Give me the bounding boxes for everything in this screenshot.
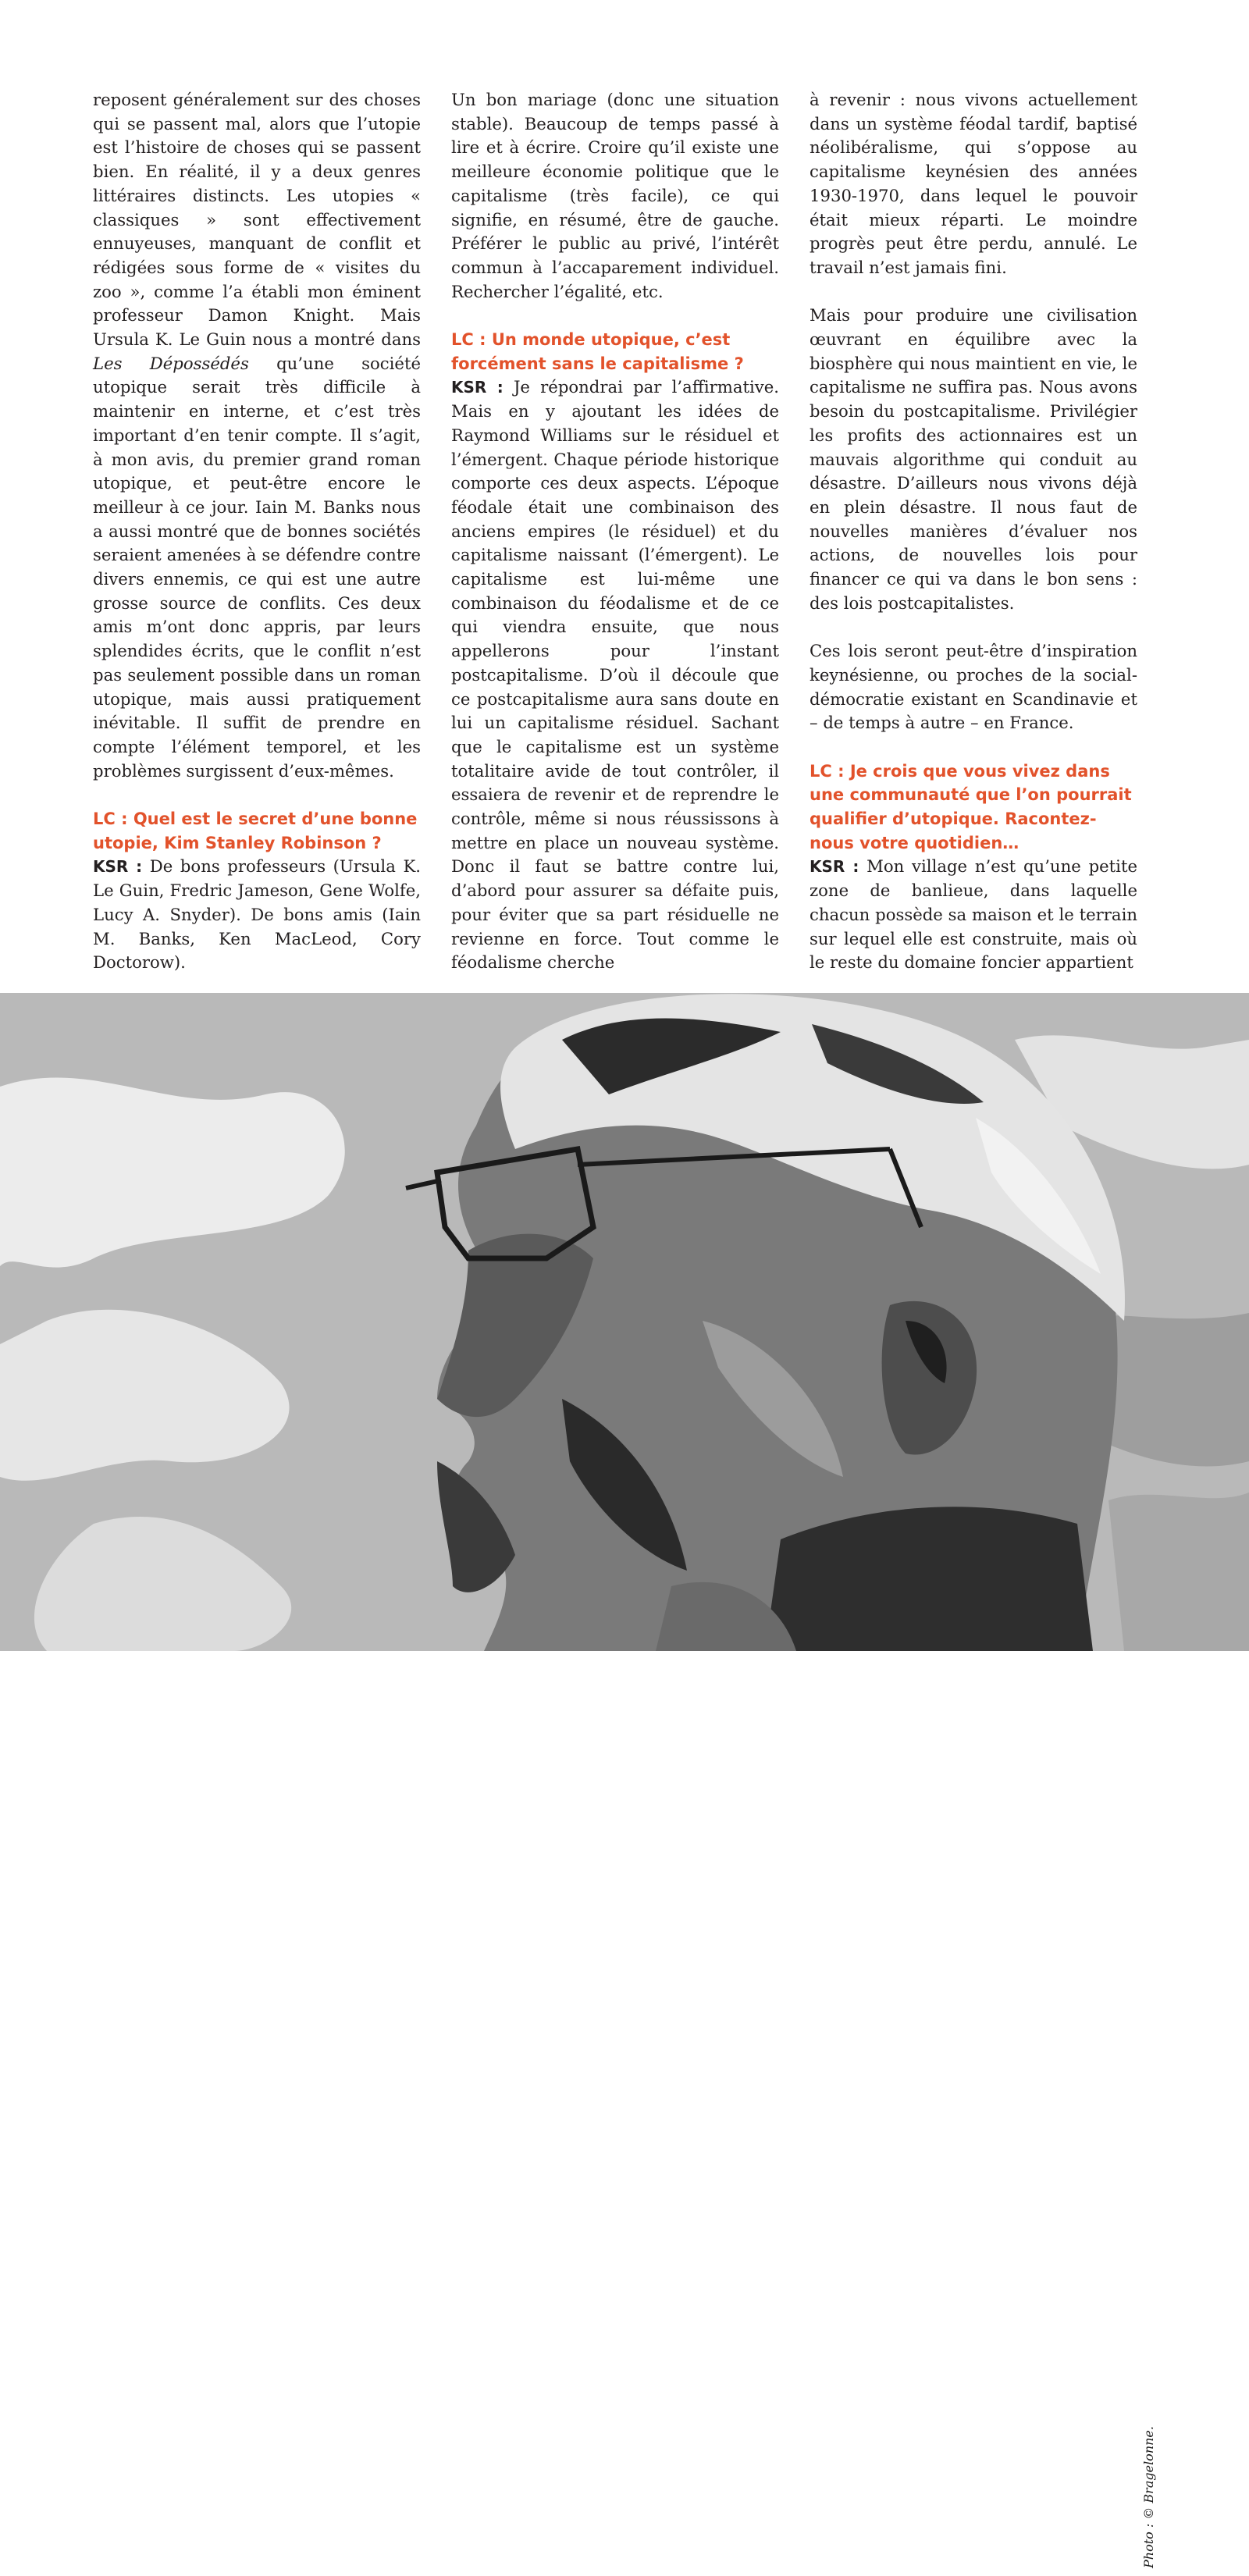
interview-answer <box>451 375 779 975</box>
answer-text: De bons professeurs (Ursula K. Le Guin, Fredric Jameson, Gene Wolfe, Lucy A. Snyder). De bons amis (Iain M. Banks, Ken MacLeod, Cory Doctorow). <box>93 856 422 973</box>
paragraph: à revenir : nous vivons actuellement dans un système féodal tardif, baptisé néolibéralisme, qui s’oppose au capitalisme keynésien des années 1930-1970, dans lequel le pouvoir était mieux réparti. Le moindre progrès peut être perdu, annulé. Le travail n’est jamais fini. <box>810 90 1137 277</box>
speaker-label: KSR : <box>810 857 859 877</box>
interview-answer <box>93 855 421 975</box>
paragraph <box>93 88 421 783</box>
book-title: Les Dépossédés <box>93 353 249 373</box>
article-column-1 <box>93 88 421 975</box>
answer-text: Je répondrai par l’affirmative. Mais en y ajoutant les idées de Raymond Williams sur le résiduel et l’émergent. Chaque période historique comporte ces deux aspects. L’époque féodale était une combinaison des anciens empires (le résiduel) et du capitalisme naissant (l’émergent). Le capitalisme est lui-même une combinaison du féodalisme et de ce qui viendra ensuite, que nous appellerons pour l’instant postcapitalisme. D’où il découle que ce postcapitalisme aura sans doute en lui un capitalisme résiduel. Sachant que le capitalisme est un système totalitaire avide de tout contrôler, il essaiera de revenir et de reprendre le contrôle, même si nous réussissons à mettre en place un nouveau système. Donc il faut se battre contre lui, d’abord pour assurer sa défaite puis, pour éviter que sa part résiduelle ne revienne en force. Tout comme le féodalisme cherche <box>451 377 779 973</box>
photo-credit: Photo : © Bragelonne. <box>1141 2426 1156 2568</box>
paragraph: Mais pour produire une civilisation œuvrant en équilibre avec la biosphère qui nous maintient en vie, le capitalisme ne suffira pas. Nous avons besoin du postcapitalisme. Privilégier les profits des actionnaires est un mauvais algorithme qui conduit au désastre. D’ailleurs nous vivons déjà en plein désastre. Il nous faut de nouvelles manières d’évaluer nos actions, de nouvelles lois pour financer ce qui va dans le bon sens : des lois postcapitalistes. <box>810 305 1137 613</box>
paragraph-text: reposent généralement sur des choses qui se passent mal, alors que l’utopie est l’histoire de choses qui se passent bien. En réalité, il y a deux genres littéraires distincts. Les utopies « classiques » sont effectivement ennuyeuses, manquant de conflit et rédigées sous forme de « visites du zoo », comme l’a établi mon éminent professeur Damon Knight. Mais Ursula K. Le Guin nous a montré dans <box>93 90 421 350</box>
interview-question: LC : Quel est le secret d’une bonne utopie, Kim Stanley Robinson ? <box>93 809 418 852</box>
speaker-label: KSR : <box>451 378 504 397</box>
answer-text: Mon village n’est qu’une petite zone de banlieue, dans laquelle chacun possède sa maison et le terrain sur lequel elle est construite, mais où le reste du domaine foncier appartient <box>810 856 1138 973</box>
article-column-2 <box>451 88 779 975</box>
paragraph: Ces lois seront peut-être d’inspiration keynésienne, ou proches de la social-démocratie existant en Scandinavie et – de temps à autre – en France. <box>810 641 1137 733</box>
interview-answer <box>810 855 1137 975</box>
paragraph-text: qu’une société utopique serait très difficile à maintenir en interne, et c’est très important d’en tenir compte. Il s’agit, à mon avis, du premier grand roman utopique, et peut-être encore le meilleur à ce jour. Iain M. Banks nous a aussi montré que de bonnes sociétés seraient amenées à se défendre contre divers ennemis, ce qui est une autre grosse source de conflits. Ces deux amis m’ont donc appris, par leurs splendides écrits, que le conflit n’est pas seulement possible dans un roman utopique, mais aussi pratiquement inévitable. Il suffit de prendre en compte l’élément temporel, et les problèmes surgissent d’eux-mêmes. <box>93 353 421 781</box>
interview-question: LC : Un monde utopique, c’est forcément sans le capitalisme ? <box>451 330 744 373</box>
interview-question: LC : Je crois que vous vivez dans une communauté que l’on pourrait qualifier d’utopique. Racontez-nous votre quotidien… <box>810 761 1132 852</box>
speaker-label: KSR : <box>93 857 143 877</box>
paragraph: Un bon mariage (donc une situation stable). Beaucoup de temps passé à lire et à écrire. Croire qu’il existe une meilleure économie politique que le capitalisme (très facile), ce qui signifie, en résumé, être de gauche. Préférer le public au privé, l’intérêt commun à l’accaparement individuel. Rechercher l’égalité, etc. <box>451 90 779 301</box>
portrait-illustration <box>0 993 1249 1651</box>
portrait-photo <box>0 993 1249 2568</box>
article-column-3 <box>810 88 1137 975</box>
